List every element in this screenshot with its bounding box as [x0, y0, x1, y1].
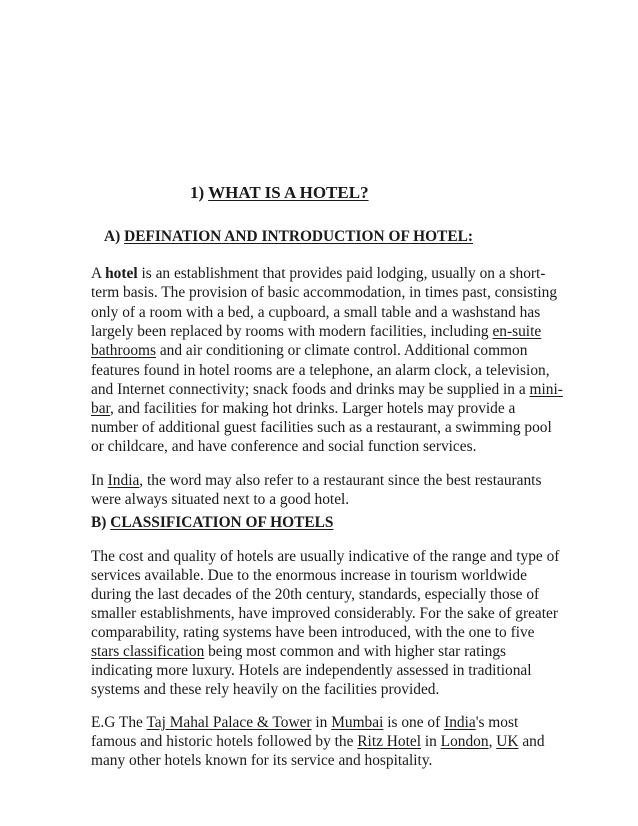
para4-line — [91, 732, 545, 751]
para1-text: largely been replaced by rooms with modern facilities, including — [91, 323, 493, 340]
para4-text: in — [311, 714, 332, 731]
para3-line: indicating more luxury. Hotels are independently assessed in traditional — [91, 662, 532, 679]
section-b-heading — [91, 514, 333, 532]
para3-line: The cost and quality of hotels are usually indicative of the range and type of — [91, 548, 560, 565]
para4-text: in — [421, 733, 441, 750]
para4-text: 's most — [475, 714, 519, 731]
para4-text: , — [488, 733, 497, 750]
para1-line — [91, 399, 515, 418]
link-en-suite[interactable]: en-suite — [492, 323, 542, 340]
para1-text: A — [91, 265, 106, 282]
para1-line — [91, 322, 541, 341]
para1-text: and air conditioning or climate control. Additional common — [155, 342, 528, 359]
para4-line — [91, 713, 518, 732]
para4-text: famous and historic hotels followed by the — [91, 733, 358, 750]
hotel-term: hotel — [105, 265, 138, 282]
link-taj-mahal-palace[interactable]: Taj Mahal Palace & Tower — [146, 714, 312, 731]
section-a-prefix: A) — [104, 228, 125, 245]
para4-text: E.G The — [91, 714, 147, 731]
heading-title: WHAT IS A HOTEL? — [208, 183, 369, 202]
para1-line: or childcare, and have conference and social function services. — [91, 438, 477, 455]
para1-line — [91, 341, 527, 360]
para2-line — [91, 471, 541, 490]
para4-line: many other hotels known for its service and hospitality. — [91, 752, 433, 769]
para3-line: systems and these rely heavily on the facilities provided. — [91, 681, 440, 698]
link-mumbai[interactable]: Mumbai — [331, 714, 384, 731]
para4-text: is one of — [383, 714, 445, 731]
link-mini-bar[interactable]: bar — [91, 400, 111, 417]
para3-line: smaller establishments, have improved considerably. For the sake of greater — [91, 605, 558, 622]
para1-line: features found in hotel rooms are a telephone, an alarm clock, a television, — [91, 362, 550, 379]
para3-line — [91, 642, 506, 661]
page-title — [190, 183, 369, 203]
link-bathrooms[interactable]: bathrooms — [91, 342, 156, 359]
para1-line — [91, 264, 545, 283]
section-b-prefix: B) — [91, 514, 111, 531]
para2-text: In — [91, 472, 108, 489]
para1-text: is an establishment that provides paid lodging, usually on a short- — [137, 265, 546, 282]
heading-number: 1) — [190, 183, 209, 202]
para1-line: only of a room with a bed, a cupboard, a small table and a washstand has — [91, 304, 541, 321]
link-india[interactable]: India — [444, 714, 476, 731]
para1-text: and Internet connectivity; snack foods and drinks may be supplied in a — [91, 381, 530, 398]
para1-line: term basis. The provision of basic accommodation, in times past, consisting — [91, 284, 558, 301]
link-uk[interactable]: UK — [496, 733, 519, 750]
link-london[interactable]: London — [440, 733, 489, 750]
para2-text: , the word may also refer to a restaurant since the best restaurants — [139, 472, 542, 489]
para2-line: were always situated next to a good hotel. — [91, 491, 350, 508]
section-a-heading — [104, 228, 473, 246]
para1-text: , and facilities for making hot drinks. Larger hotels may provide a — [110, 400, 516, 417]
para3-line: during the last decades of the 20th century, standards, especially those of — [91, 586, 540, 603]
section-b-title: CLASSIFICATION OF HOTELS — [110, 514, 334, 531]
para4-text: and — [518, 733, 545, 750]
link-mini-bar[interactable]: mini- — [529, 381, 563, 398]
section-a-title: DEFINATION AND INTRODUCTION OF HOTEL: — [124, 228, 473, 245]
para3-line: services available. Due to the enormous increase in tourism worldwide — [91, 567, 527, 584]
link-india[interactable]: India — [107, 472, 140, 489]
link-stars-classification[interactable]: stars classification — [91, 643, 205, 660]
link-ritz-hotel[interactable]: Ritz Hotel — [357, 733, 421, 750]
para1-line: number of additional guest facilities such as a restaurant, a swimming pool — [91, 419, 552, 436]
para3-text: being most common and with higher star ratings — [204, 643, 507, 660]
para1-line — [91, 380, 563, 399]
para3-line: comparability, rating systems have been introduced, with the one to five — [91, 624, 535, 641]
